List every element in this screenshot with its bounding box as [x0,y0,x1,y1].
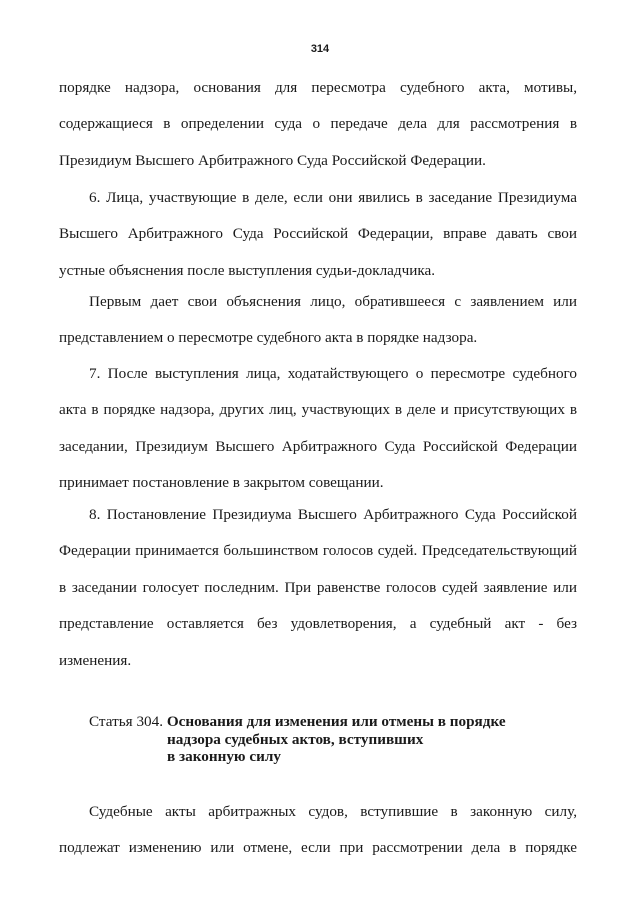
article-title-continuation: в законную силу [167,748,281,765]
paragraph-first-explanation [59,284,577,357]
paragraph-point-6 [59,180,577,289]
text-line: изменения. [59,651,132,669]
paragraph-point-8 [59,497,577,679]
paragraph-point-7 [59,356,577,502]
text-line: принимает постановление в закрытом совещании. [59,474,384,492]
text-line: 8. Постановление Президиума Высшего Арбитражного Суда Российской [89,506,577,523]
text-line: представление оставляется без удовлетворения, а судебный акт - без [59,615,577,633]
text-line: Президиум Высшего Арбитражного Суда Российской Федерации. [59,151,486,169]
text-line: устные объяснения после выступления судьи-докладчика. [59,261,436,279]
text-line: Судебные акты арбитражных судов, вступившие в законную силу, [89,803,577,820]
text-line: 6. Лица, участвующие в деле, если они явились в заседание Президиума [89,189,577,206]
page-number: 314 [310,43,330,55]
text-line: Первым дает свои объяснения лицо, обратившееся с заявлением или [89,293,577,310]
article-title: Основания для изменения или отмены в порядке [166,713,506,730]
text-line: Высшего Арбитражного Суда Российской Федерации, вправе давать свои [59,225,577,243]
article-heading [89,713,579,766]
article-title-continuation: надзора судебных актов, вступивших [167,730,424,748]
text-line: акта в порядке надзора, других лиц, участвующих в деле и присутствующих в [59,401,577,419]
text-line: в заседании голосует последним. При равенстве голосов судей заявление или [59,578,577,596]
text-line: подлежат изменению или отмене, если при рассмотрении дела в порядке [59,839,577,857]
text-line: Федерации принимается большинством голосов судей. Председательствующий [59,542,577,560]
text-line: 7. После выступления лица, ходатайствующего о пересмотре судебного [89,365,577,382]
text-line: содержащиеся в определении суда о передаче дела для рассмотрения в [59,115,577,133]
article-label: Статья 304. [89,713,164,730]
text-line: представлением о пересмотре судебного акта в порядке надзора. [59,329,478,347]
article-heading-line [89,713,579,731]
paragraph-continuation [59,70,577,179]
text-line: заседании, Президиум Высшего Арбитражного Суда Российской Федерации [59,437,577,455]
text-line: порядке надзора, основания для пересмотра судебного акта, мотивы, [59,79,577,96]
paragraph-article-body [59,794,577,867]
